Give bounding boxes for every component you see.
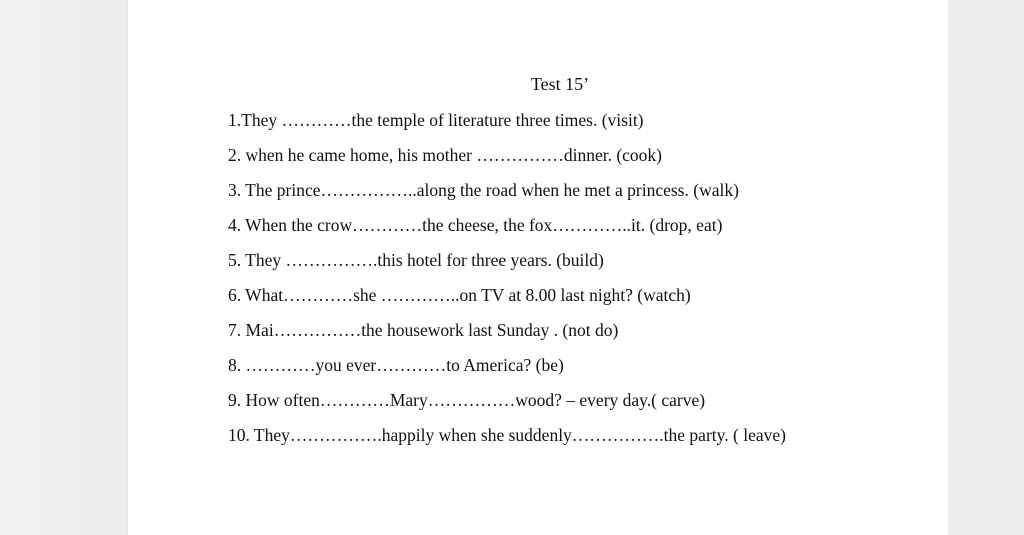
question-item-4: 4. When the crow…………the cheese, the fox…………..it. (drop, eat) — [228, 215, 723, 235]
question-item-6: 6. What…………she …………..on TV at 8.00 last night? (watch) — [228, 285, 691, 305]
question-item-9: 9. How often…………Mary……………wood? – every day.( carve) — [228, 390, 706, 410]
question-item-10: 10. They…………….happily when she suddenly…………….the party. ( leave) — [228, 425, 786, 445]
question-item-8: 8. …………you ever…………to America? (be) — [228, 355, 564, 375]
question-item-3: 3. The prince……………..along the road when he met a princess. (walk) — [228, 180, 739, 200]
document-page — [128, 0, 948, 535]
question-item-1: 1.They …………the temple of literature three times. (visit) — [228, 110, 644, 130]
question-list — [228, 108, 786, 458]
question-item-5: 5. They …………….this hotel for three years. (build) — [228, 250, 604, 270]
question-item-2: 2. when he came home, his mother ……………dinner. (cook) — [228, 145, 662, 165]
question-item-7: 7. Mai……………the housework last Sunday . (not do) — [228, 320, 619, 340]
window-background-right — [948, 0, 1024, 535]
page-title: Test 15’ — [530, 74, 590, 94]
